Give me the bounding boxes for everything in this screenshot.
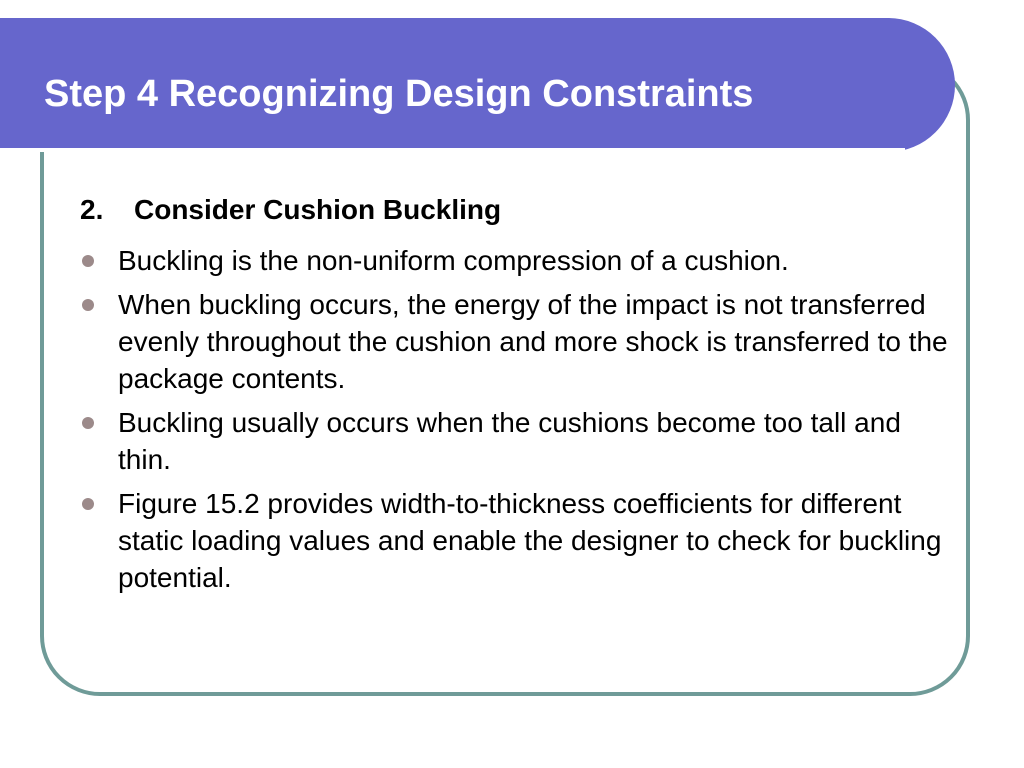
- bullet-dot-icon: [82, 255, 94, 267]
- bullet-text: Figure 15.2 provides width-to-thickness coefficients for different static loading values and enable the designer to check for buckling potential.: [118, 488, 942, 593]
- title-underline: [0, 148, 905, 152]
- bullet-item: [78, 485, 958, 596]
- bullet-dot-icon: [82, 498, 94, 510]
- bullet-item: [78, 404, 958, 478]
- bullet-dot-icon: [82, 299, 94, 311]
- subheading-text: Consider Cushion Buckling: [134, 194, 502, 225]
- bullet-list: [78, 242, 958, 603]
- subheading: [80, 194, 501, 226]
- bullet-text: Buckling is the non-uniform compression of a cushion.: [118, 245, 789, 276]
- bullet-text: When buckling occurs, the energy of the impact is not transferred evenly throughout the cushion and more shock is transferred to the package contents.: [118, 289, 948, 394]
- slide-title: Step 4 Recognizing Design Constraints: [44, 73, 754, 115]
- bullet-item: [78, 286, 958, 397]
- bullet-item: [78, 242, 958, 279]
- subheading-number: 2.: [80, 194, 104, 225]
- title-bar: [0, 18, 955, 152]
- bullet-text: Buckling usually occurs when the cushions become too tall and thin.: [118, 407, 901, 475]
- bullet-dot-icon: [82, 417, 94, 429]
